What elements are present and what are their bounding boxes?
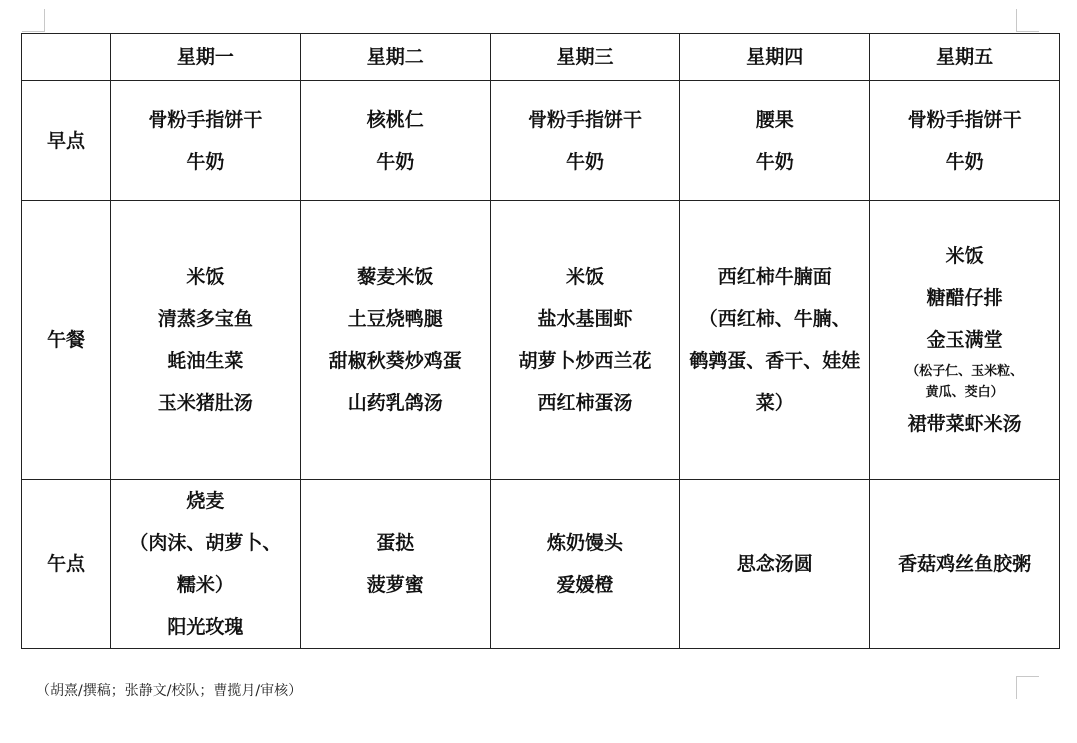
menu-cell <box>870 81 1060 201</box>
menu-item: 牛奶 <box>755 150 794 173</box>
menu-item: 鹌鹑蛋、香干、娃娃 <box>689 350 861 372</box>
menu-item: 西红柿蛋汤 <box>537 392 633 414</box>
menu-item: （肉沫、胡萝卜、 <box>129 532 282 554</box>
menu-item-note: （松子仁、玉米粒、 <box>906 364 1024 379</box>
day-header: 星期五 <box>870 34 1060 81</box>
menu-cell <box>111 81 301 201</box>
menu-item: 清蒸多宝鱼 <box>157 308 253 330</box>
menu-item: 骨粉手指饼干 <box>527 108 642 131</box>
menu-cell <box>490 81 680 201</box>
menu-item: 牛奶 <box>186 150 225 173</box>
menu-item: 胡萝卜炒西兰花 <box>518 350 652 372</box>
menu-item: 核桃仁 <box>366 108 424 131</box>
day-header: 星期一 <box>111 34 301 81</box>
menu-item: 阳光玫瑰 <box>167 616 244 638</box>
menu-item: 土豆烧鸭腿 <box>347 308 443 330</box>
menu-item: 香菇鸡丝鱼胶粥 <box>898 553 1032 575</box>
menu-item: （西红柿、牛腩、 <box>698 308 851 330</box>
day-header: 星期二 <box>300 34 490 81</box>
table-header-row <box>22 34 1060 81</box>
menu-cell <box>300 201 490 480</box>
menu-item: 米饭 <box>945 245 984 267</box>
menu-item: 蛋挞 <box>376 532 415 554</box>
menu-item: 蚝油生菜 <box>167 350 244 372</box>
menu-item: 牛奶 <box>376 150 415 173</box>
menu-item: 牛奶 <box>565 150 604 173</box>
menu-item: 菠萝蜜 <box>366 574 424 596</box>
menu-item: 思念汤圆 <box>736 553 813 575</box>
menu-item: 盐水基围虾 <box>537 308 633 330</box>
day-header: 星期三 <box>490 34 680 81</box>
menu-cell <box>111 201 301 480</box>
row-label: 午点 <box>22 480 111 649</box>
menu-item: 米饭 <box>565 266 604 288</box>
weekly-menu-table <box>21 33 1060 649</box>
menu-item: 西红柿牛腩面 <box>717 266 832 288</box>
menu-cell <box>680 480 870 649</box>
menu-cell <box>870 480 1060 649</box>
menu-item: 烧麦 <box>186 490 225 512</box>
menu-item: 骨粉手指饼干 <box>148 108 263 131</box>
menu-cell <box>680 81 870 201</box>
menu-cell <box>111 480 301 649</box>
page-corner-mark <box>1016 676 1039 699</box>
menu-item: 糯米） <box>176 574 234 596</box>
row-label: 早点 <box>22 81 111 201</box>
menu-item: 糖醋仔排 <box>926 287 1003 309</box>
table-row <box>22 81 1060 201</box>
menu-cell <box>300 480 490 649</box>
menu-item: 山药乳鸽汤 <box>347 392 443 414</box>
menu-item: 爱媛橙 <box>556 574 614 596</box>
menu-item: 米饭 <box>186 266 225 288</box>
credits-footer: （胡熹/撰稿；张静文/校队；曹揽月/审核） <box>36 683 303 699</box>
menu-item: 裙带菜虾米汤 <box>907 413 1022 435</box>
corner-cell <box>22 34 111 81</box>
menu-item-note: 黄瓜、茭白） <box>925 385 1004 400</box>
menu-item: 骨粉手指饼干 <box>907 108 1022 131</box>
row-label: 午餐 <box>22 201 111 480</box>
page-corner-mark <box>1016 9 1039 32</box>
menu-cell <box>490 480 680 649</box>
menu-item: 牛奶 <box>945 150 984 173</box>
menu-item: 甜椒秋葵炒鸡蛋 <box>328 350 462 372</box>
day-header: 星期四 <box>680 34 870 81</box>
menu-cell <box>870 201 1060 480</box>
menu-cell <box>300 81 490 201</box>
menu-item: 藜麦米饭 <box>357 266 434 288</box>
menu-item: 炼奶馒头 <box>546 532 623 554</box>
table-row <box>22 480 1060 649</box>
menu-cell <box>680 201 870 480</box>
menu-item: 腰果 <box>755 108 794 131</box>
table-row <box>22 201 1060 480</box>
menu-item: 菜） <box>755 392 794 414</box>
page-corner-mark <box>22 9 45 32</box>
menu-cell <box>490 201 680 480</box>
menu-item: 玉米猪肚汤 <box>157 392 253 414</box>
menu-item: 金玉满堂 <box>926 329 1003 351</box>
